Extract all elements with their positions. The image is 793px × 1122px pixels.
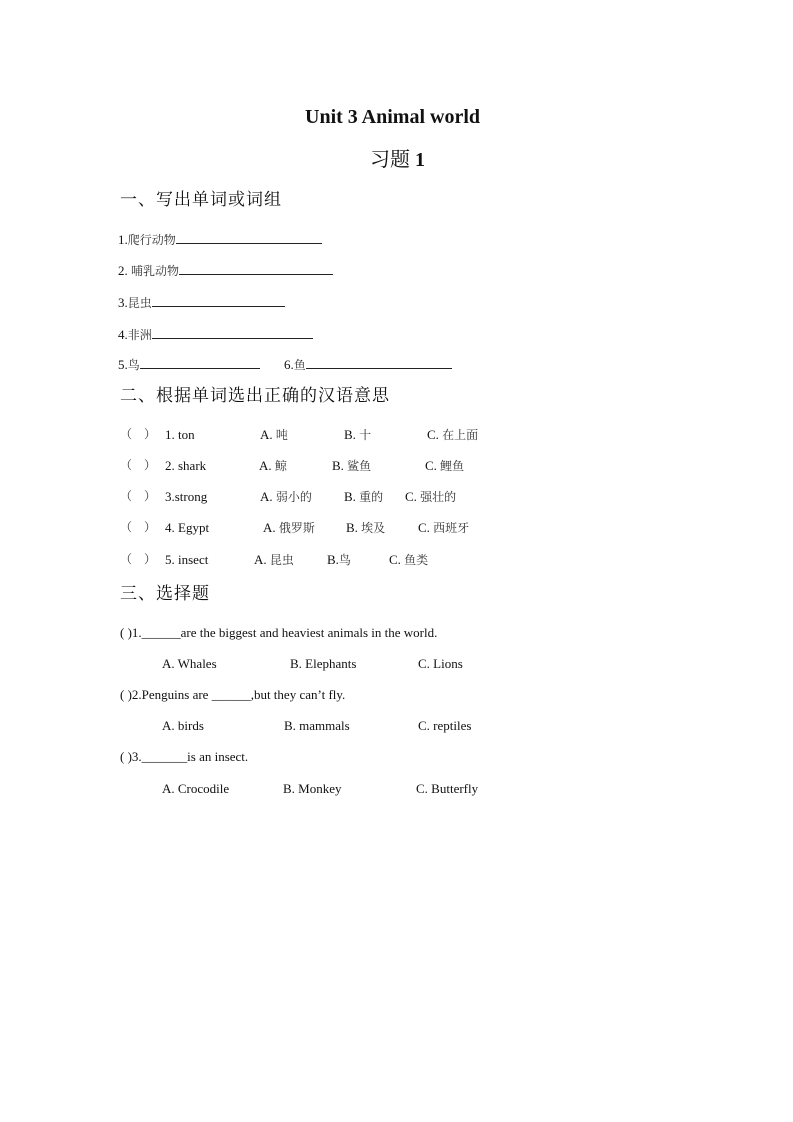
option-b-text: 十 [359, 428, 372, 442]
word: 3.strong [165, 489, 208, 504]
option-a-text: 鲸 [274, 459, 287, 473]
option-a-label: A. [259, 458, 272, 473]
exercise-subtitle [370, 150, 425, 170]
option-b: B. Elephants [290, 656, 357, 671]
item-num: 5. [118, 357, 128, 372]
option-c-text: 在上面 [442, 428, 479, 442]
section1-heading: 一、写出单词或词组 [120, 190, 282, 210]
option-b-text: 埃及 [361, 521, 386, 535]
option-a-text: 俄罗斯 [278, 521, 315, 535]
subtitle-num: 1 [415, 149, 425, 171]
answer-paren[interactable]: （ ） [120, 489, 157, 503]
answer-paren[interactable]: （ ） [120, 458, 157, 472]
option-a-label: A. [260, 489, 273, 504]
option-c-label: C. [389, 552, 401, 567]
option-c-label: C. [425, 458, 437, 473]
item-text: 鱼 [293, 358, 306, 372]
option-a-text: 弱小的 [275, 490, 312, 504]
answer-paren[interactable]: （ ） [120, 552, 157, 566]
option-b-text: 鲨鱼 [347, 459, 372, 473]
s1-item-1 [118, 231, 322, 246]
option-b-label: B. [346, 520, 358, 535]
answer-blank[interactable] [176, 231, 322, 244]
option-b: B. mammals [284, 718, 350, 733]
option-c: C. Butterfly [416, 781, 479, 796]
option-b-label: B. [332, 458, 344, 473]
item-num: 3. [118, 295, 128, 310]
answer-paren[interactable]: （ ） [120, 520, 157, 534]
word: 5. insect [165, 552, 209, 567]
option-a-label: A. [263, 520, 276, 535]
option-b-label: B. [344, 489, 356, 504]
answer-blank[interactable] [140, 356, 260, 369]
s1-item-2 [118, 262, 333, 277]
answer-blank[interactable] [179, 262, 333, 275]
item-text: 昆虫 [127, 296, 152, 310]
word: 2. shark [165, 458, 207, 473]
option-c-text: 西班牙 [433, 521, 470, 535]
item-num: 2. [118, 263, 131, 278]
section3-heading: 三、选择题 [120, 584, 210, 604]
item-num: 4. [118, 327, 128, 342]
option-c-text: 鱼类 [404, 553, 429, 567]
option-c-text: 鲤鱼 [440, 459, 465, 473]
option-c-label: C. [405, 489, 417, 504]
answer-blank[interactable] [152, 294, 285, 307]
document-title: Unit 3 Animal world [305, 106, 481, 128]
section2-heading: 二、根据单词选出正确的汉语意思 [120, 386, 390, 406]
option-a-label: A. [260, 427, 273, 442]
option-c: C. Lions [418, 656, 463, 671]
subtitle-cn: 习题 [370, 149, 410, 171]
option-b-label: B. [344, 427, 356, 442]
option-c-text: 强壮的 [420, 490, 457, 504]
item-text: 非洲 [127, 328, 152, 342]
option-a: A. birds [162, 718, 204, 733]
answer-blank[interactable] [306, 356, 452, 369]
option-a: A. Crocodile [162, 781, 230, 796]
option-b-text: 重的 [359, 490, 384, 504]
option-b-text: 鸟 [338, 553, 351, 567]
word: 1. ton [165, 427, 195, 442]
item-text: 爬行动物 [127, 233, 176, 247]
item-text: 哺乳动物 [131, 264, 180, 278]
answer-paren[interactable]: （ ） [120, 427, 157, 441]
s1-item-5 [118, 356, 260, 371]
s3-question-1: ( )1.______are the biggest and heaviest animals in the world. [120, 625, 438, 640]
option-b-label: B. [327, 552, 339, 567]
item-num: 1. [118, 232, 128, 247]
s3-question-2: ( )2.Penguins are ______,but they can’t fly. [120, 687, 346, 702]
s3-question-3: ( )3._______is an insect. [120, 749, 249, 764]
option-c: C. reptiles [418, 718, 472, 733]
option-a-text: 吨 [275, 428, 288, 442]
s1-item-6 [284, 356, 452, 371]
option-a-text: 昆虫 [269, 553, 294, 567]
answer-blank[interactable] [152, 326, 313, 339]
word: 4. Egypt [165, 520, 210, 535]
item-text: 鸟 [127, 358, 140, 372]
option-a-label: A. [254, 552, 267, 567]
s1-item-3 [118, 294, 285, 309]
option-c-label: C. [418, 520, 430, 535]
item-num: 6. [284, 357, 294, 372]
option-a: A. Whales [162, 656, 217, 671]
s1-item-4 [118, 326, 313, 341]
option-c-label: C. [427, 427, 439, 442]
option-b: B. Monkey [283, 781, 342, 796]
